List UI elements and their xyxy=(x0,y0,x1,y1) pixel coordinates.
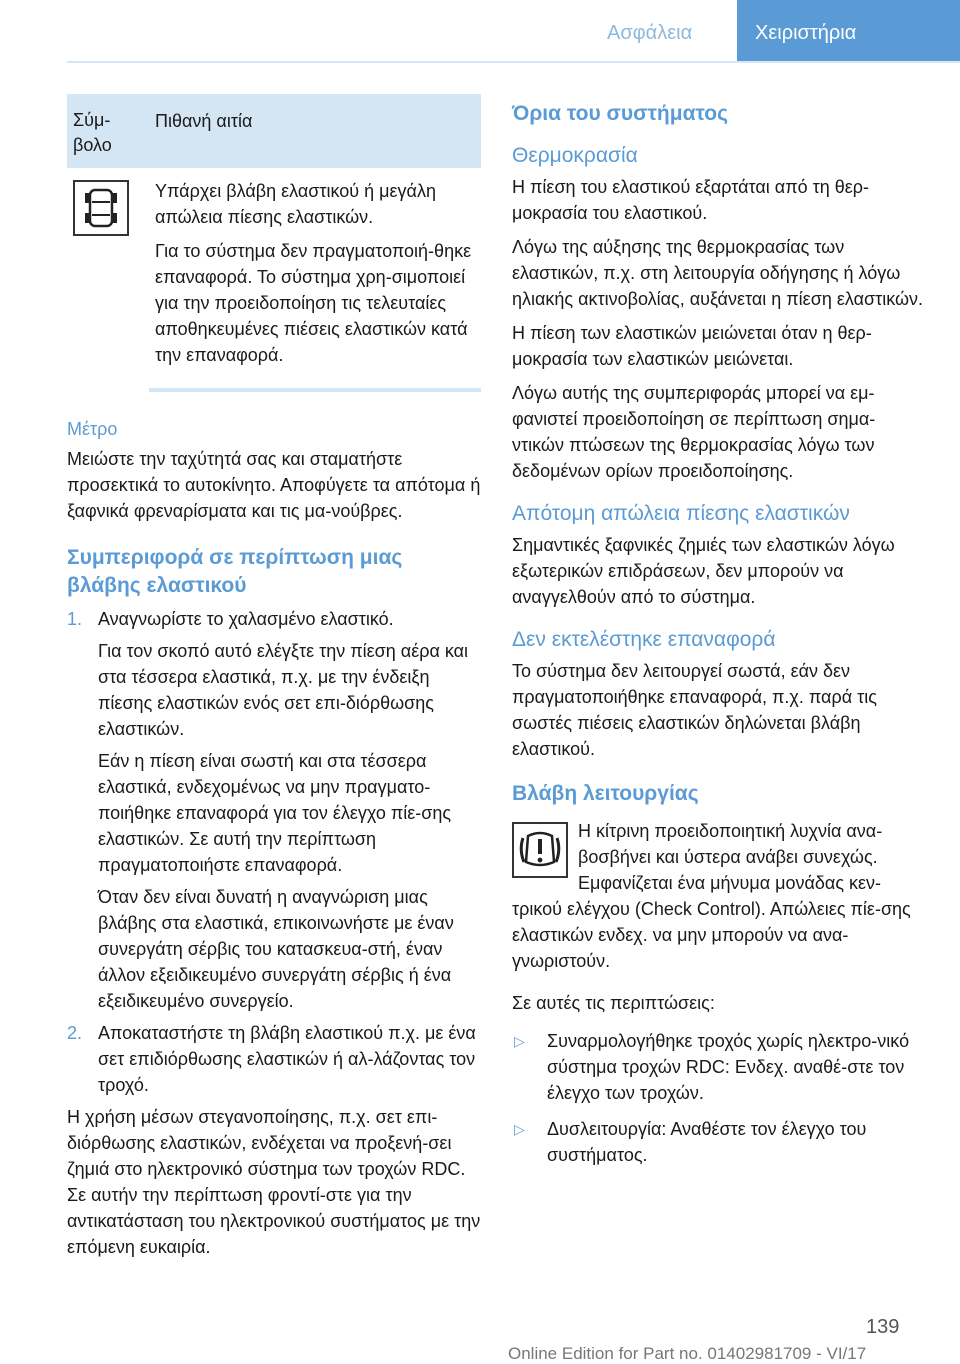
temp-text-1: Η πίεση του ελαστικού εξαρτάται από τη θερ-μοκρασία του ελαστικού. xyxy=(512,177,870,223)
cause-text-1: Υπάρχει βλάβη ελαστικού ή μεγάλη απώλεια πίεσης ελαστικών. xyxy=(155,181,436,227)
malfunction-block xyxy=(512,818,927,974)
malfunction-heading: Βλάβη λειτουργίας xyxy=(512,782,699,805)
no-reset-text: Το σύστημα δεν λειτουργεί σωστά, εάν δεν πραγματοποιήθηκε επαναφορά, π.χ. παρά τις σωστές πιέσεις ελαστικών δηλώνεται βλάβη ελαστικού. xyxy=(512,661,877,759)
step-text: Εάν η πίεση είναι σωστή και στα τέσσερα ελαστικά, ενδεχομένως να μην πραγματο-ποιήθηκε επαναφορά για τον έλεγχο πίε-σης ελαστικών. Σε αυτή την περίπτωση πραγματοποιήστε επαναφορά. xyxy=(98,751,452,875)
tire-damage-icon xyxy=(73,180,129,236)
symbol-table xyxy=(67,94,481,392)
limits-heading: Όρια του συστήματος xyxy=(512,102,729,125)
behavior-heading: Συμπεριφορά σε περίπτωση μιας βλάβης ελαστικού xyxy=(67,546,403,597)
section-label: Ασφάλεια xyxy=(607,22,693,44)
list-item xyxy=(512,1116,927,1168)
chapter-label: Χειριστήρια xyxy=(737,0,960,62)
left-column xyxy=(67,94,481,1268)
step-text: Αποκαταστήστε τη βλάβη ελαστικού π.χ. με ένα σετ επιδιόρθωσης ελαστικών ή αλ-λάζοντας τον τροχό. xyxy=(98,1023,476,1095)
step-text: Για τον σκοπό αυτό ελέγξτε την πίεση αέρα και στα τέσσερα ελαστικά, π.χ. με την ένδειξη πίεσης ελαστικών ενός σετ επι-διόρθωσης ελαστικών. xyxy=(98,641,469,739)
case-list xyxy=(512,1028,927,1168)
temp-text-2: Λόγω της αύξησης της θερμοκρασίας των ελαστικών, π.χ. στη λειτουργία οδήγησης ή λόγω ηλιακής ακτινοβολίας, αυξάνεται η πίεση ελαστικών. xyxy=(512,237,924,309)
cases-intro: Σε αυτές τις περιπτώσεις: xyxy=(512,993,715,1013)
table-header xyxy=(67,94,481,168)
closing-text: Η χρήση μέσων στεγανοποίησης, π.χ. σετ επι-διόρθωσης ελαστικών, ενδέχεται να προξενή-σει ζημιά στο ηλεκτρονικό σύστημα των τροχών RDC. Σε αυτήν την περίπτωση φροντί-στε για την αντικατάσταση του ηλεκτρονικού συστήματος με την επόμενη ευκαιρία. xyxy=(67,1107,481,1257)
step-number: 2. xyxy=(67,1023,83,1043)
measure-text: Μειώστε την ταχύτητά σας και σταματήστε προσεκτικά το αυτοκίνητο. Αποφύγετε τα απότομα ή ξαφνικά φρεναρίσματα και τις μα-νούβρες. xyxy=(67,449,481,521)
triangle-bullet-icon: ▷ xyxy=(514,1033,525,1049)
column-header-cause: Πιθανή αιτία xyxy=(155,111,253,131)
step-list xyxy=(67,606,481,1098)
case-text: Συναρμολογήθηκε τροχός χωρίς ηλεκτρο-νικό σύστημα τροχών RDC: Ενδεχ. αναθέ-στε τον έλεγχο των τροχών. xyxy=(547,1031,910,1103)
list-item xyxy=(67,1020,481,1098)
edition-footer: Online Edition for Part no. 01402981709 - VI/17 xyxy=(508,1344,867,1363)
list-item xyxy=(512,1028,927,1106)
temp-text-3: Η πίεση των ελαστικών μειώνεται όταν η θερ-μοκρασία των ελαστικών μειώνεται. xyxy=(512,323,872,369)
pressure-loss-text: Σημαντικές ξαφνικές ζημιές των ελαστικών λόγω εξωτερικών επιδράσεων, δεν μπορούν να αναγγελθούν από το σύστημα. xyxy=(512,535,895,607)
right-column xyxy=(512,100,927,1178)
no-reset-heading: Δεν εκτελέστηκε επαναφορά xyxy=(512,628,776,651)
page-header xyxy=(0,0,960,62)
list-item xyxy=(67,606,481,1014)
step-text: Αναγνωρίστε το χαλασμένο ελαστικό. xyxy=(98,609,394,629)
tire-pressure-warning-icon xyxy=(512,822,568,878)
temp-text-4: Λόγω αυτής της συμπεριφοράς μπορεί να εμ-φανιστεί προειδοποίηση σε περίπτωση σημα-ντικών πτώσεων της θερμοκρασίας λόγω των δεδομένων ορίων προειδοποίησης. xyxy=(512,383,876,481)
header-divider xyxy=(67,61,960,63)
cause-text-2: Για το σύστημα δεν πραγματοποιή-θηκε επαναφορά. Το σύστημα χρη-σιμοποιεί για την προειδοποίηση τις τελευταίες αποθηκευμένες πιέσεις ελαστικών κατά την επαναφορά. xyxy=(155,241,472,365)
temperature-heading: Θερμοκρασία xyxy=(512,144,638,167)
measure-heading: Μέτρο xyxy=(67,419,118,439)
malfunction-text: Η κίτρινη προειδοποιητική λυχνία ανα-βοσβήνει και ύστερα ανάβει συνεχώς. Εμφανίζεται ένα μήνυμα μονάδας κεν-τρικού ελέγχου (Check Control). Απώλειες πίε-σης ελαστικών ενδεχ. να μην μπορούν να ανα-γνωριστούν. xyxy=(512,821,911,971)
step-number: 1. xyxy=(67,609,83,629)
column-header-symbol: Σύμ-βολο xyxy=(73,110,112,155)
page-number: 139 xyxy=(866,1316,900,1338)
pressure-loss-heading: Απότομη απώλεια πίεσης ελαστικών xyxy=(512,502,850,525)
case-text: Δυσλειτουργία: Αναθέστε τον έλεγχο του συστήματος. xyxy=(547,1119,867,1165)
step-text: Όταν δεν είναι δυνατή η αναγνώριση μιας βλάβης στα ελαστικά, επικοινωνήστε με έναν συνεργάτη σέρβις του κατασκευα-στή, έναν άλλον εξειδικευμένο συνεργάτη σέρβις ή ένα εξειδικευμένο συνεργείο. xyxy=(98,887,454,1011)
triangle-bullet-icon: ▷ xyxy=(514,1121,525,1137)
table-row xyxy=(67,168,481,376)
